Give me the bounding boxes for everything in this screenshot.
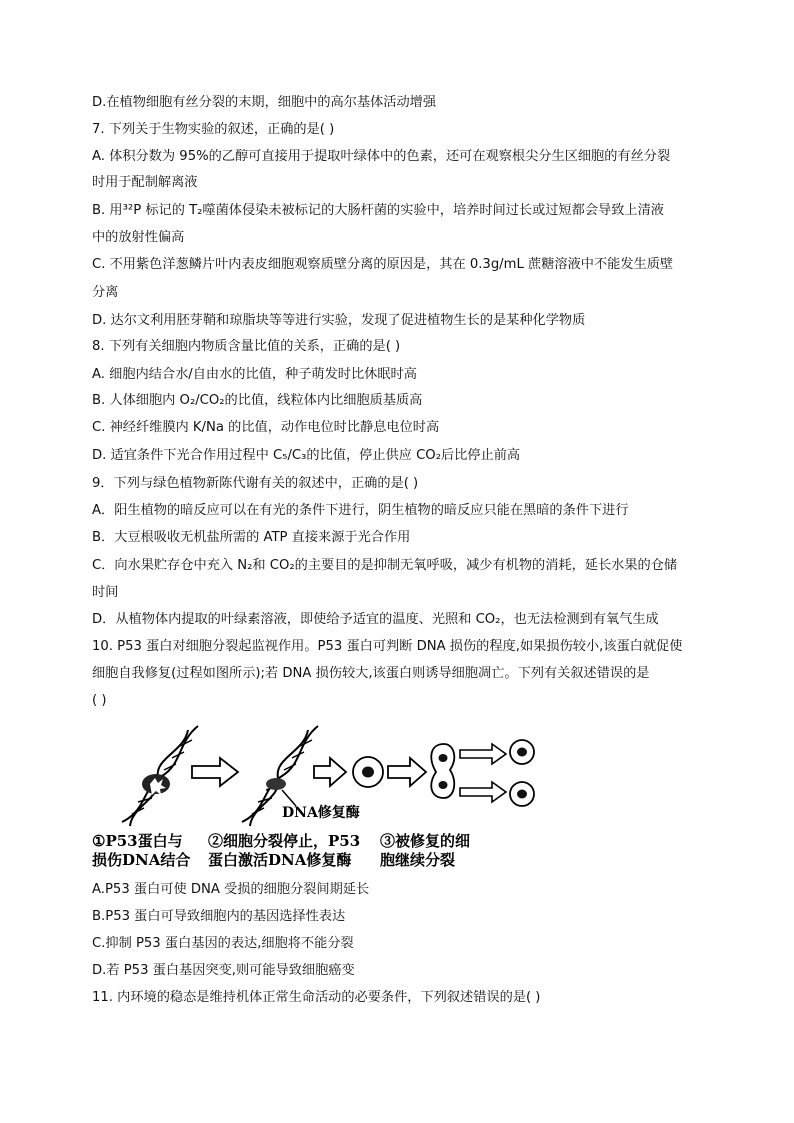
option-7c-cont: 分离 <box>92 285 119 300</box>
option-6d: D.在植物细胞有丝分裂的末期，细胞中的高尔基体活动增强 <box>92 95 437 110</box>
option-7b-cont: 中的放射性偏高 <box>92 230 185 245</box>
option-7a-cont: 时用于配制解离液 <box>92 175 198 190</box>
option-7d: D. 达尔文利用胚芽鞘和琼脂块等等进行实验，发现了促进植物生长的是某种化学物质 <box>92 313 586 328</box>
arrow-icon <box>314 758 346 786</box>
option-10d: D.若 P53 蛋白基因突变,则可能导致细胞癌变 <box>92 963 355 978</box>
option-9d: D．从植物体内提取的叶绿素溶液，即使给予适宜的温度、光照和 CO₂，也无法检测到有氧气生成 <box>92 612 659 627</box>
option-8d: D. 适宜条件下光合作用过程中 C₅/C₃的比值，停止供应 CO₂后比停止前高 <box>92 448 521 463</box>
daughter-cell-icon <box>510 782 534 806</box>
question-10-stem-cont: 细胞自我修复(过程如图所示);若 DNA 损伤较大,该蛋白则诱导细胞凋亡。下列有关叙述错误的是 <box>92 666 650 681</box>
arrow-icon <box>460 782 506 802</box>
option-7b: B. 用³²P 标记的 T₂噬菌体侵染未被标记的大肠杆菌的实验中，培养时间过长或过短都会导致上清液 <box>92 203 664 218</box>
option-10c: C.抑制 P53 蛋白基因的表达,细胞将不能分裂 <box>92 936 354 951</box>
p53-repair-figure <box>92 718 542 874</box>
option-10a: A.P53 蛋白可使 DNA 受损的细胞分裂间期延长 <box>92 882 370 897</box>
option-7a: A. 体积分数为 95%的乙醇可直接用于提取叶绿体中的色素，还可在观察根尖分生区细胞的有丝分裂 <box>92 149 671 164</box>
option-9b: B．大豆根吸收无机盐所需的 ATP 直接来源于光合作用 <box>92 530 411 545</box>
option-8b: B. 人体细胞内 O₂/CO₂的比值，线粒体内比细胞质基质高 <box>92 393 423 408</box>
option-8a: A. 细胞内结合水/自由水的比值，种子萌发时比休眠时高 <box>92 367 417 382</box>
damaged-dna-helix-icon <box>122 726 198 826</box>
caption-step1-line2: 损伤DNA结合 <box>92 851 191 869</box>
cell-icon <box>353 757 383 787</box>
caption-step2-line2: 蛋白激活DNA修复酶 <box>208 851 352 869</box>
option-9c-cont: 时间 <box>92 585 119 600</box>
question-10-stem: 10. P53 蛋白对细胞分裂起监视作用。P53 蛋白可判断 DNA 损伤的程度,如果损伤较小,该蛋白就促使 <box>92 639 683 654</box>
option-7c: C. 不用紫色洋葱鳞片叶内表皮细胞观察质壁分离的原因是，其在 0.3g/mL 蔗糖溶液中不能发生质壁 <box>92 257 674 272</box>
arrow-icon <box>192 758 238 786</box>
caption-step3-line2: 胞继续分裂 <box>380 851 456 869</box>
option-8c: C. 神经纤维膜内 K/Na 的比值，动作电位时比静息电位时高 <box>92 420 440 435</box>
caption-step2-line1: ②细胞分裂停止，P53 <box>208 832 361 850</box>
arrow-icon <box>460 744 506 764</box>
daughter-cell-icon <box>510 740 534 764</box>
caption-step3-line1: ③被修复的细 <box>380 832 471 850</box>
question-7-stem: 7. 下列关于生物实验的叙述，正确的是( ) <box>92 122 335 137</box>
caption-step1-line1: ①P53蛋白与 <box>92 832 183 850</box>
question-9-stem: 9．下列与绿色植物新陈代谢有关的叙述中，正确的是( ) <box>92 476 419 491</box>
arrow-icon <box>388 758 426 786</box>
question-8-stem: 8. 下列有关细胞内物质含量比值的关系，正确的是( ) <box>92 339 401 354</box>
option-9a: A．阳生植物的暗反应可以在有光的条件下进行，阴生植物的暗反应只能在黑暗的条件下进行 <box>92 503 629 518</box>
dividing-cell-icon <box>431 744 454 798</box>
option-9c: C．向水果贮存仓中充入 N₂和 CO₂的主要目的是抑制无氧呼吸，减少有机物的消耗，延长水果的仓储 <box>92 558 678 573</box>
question-11-stem: 11. 内环境的稳态是维持机体正常生命活动的必要条件，下列叙述错误的是( ) <box>92 990 541 1005</box>
enzyme-label: DNA修复酶 <box>282 805 360 821</box>
question-10-paren: ( ) <box>92 693 107 708</box>
option-10b: B.P53 蛋白可导致细胞内的基因选择性表达 <box>92 909 346 924</box>
